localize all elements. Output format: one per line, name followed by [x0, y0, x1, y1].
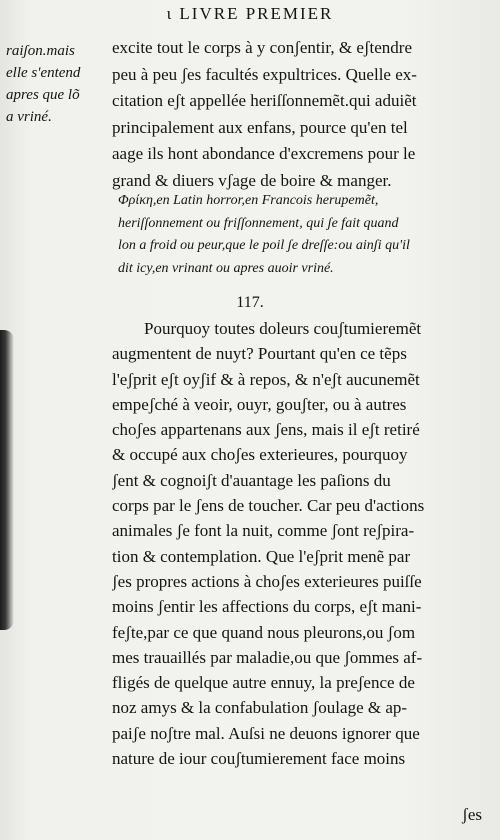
running-head-title: LIVRE PREMIER — [179, 4, 334, 23]
note-line: Φρίκη,en Latin horror,en Francois herupemẽt, — [118, 193, 379, 208]
text-line: noz amys & la confabulation ʃoulage & ap- — [112, 698, 408, 718]
margin-note-line: elle s'entend — [6, 65, 81, 81]
text-line: principalement aux enfans, pource qu'en tel — [112, 117, 408, 137]
text-line: moins ʃentir les affections du corps, eʃt mani- — [112, 597, 422, 617]
text-line: fligés de quelque autre ennuy, la preʃence de — [112, 673, 415, 693]
text-line: citation eʃt appellée heriſſonnemẽt.qui aduiẽt — [112, 91, 417, 110]
folio-mark: ɩ — [166, 4, 174, 23]
note-line: lon a froid ou peur,que le poil ʃe dreſſe:ou ainʃi qu'il — [118, 238, 410, 253]
text-line: feʃte,par ce que quand nous pleurons,ou ʃom — [112, 622, 416, 642]
text-line: ʃes propres actions à choʃes exterieures puiſſe — [112, 571, 422, 591]
text-line: augmentent de nuyt? Pourtant qu'en ce tẽps — [112, 344, 407, 364]
text-line: & occupé aux choʃes exterieures, pourquoy — [112, 445, 408, 465]
text-line: mes trauaillés par maladie,ou que ʃommes af- — [112, 647, 423, 667]
text-line: grand & diuers vʃage de boire & manger. — [112, 170, 392, 190]
text-line: animales ʃe font la nuit, comme ʃont reʃpira- — [112, 521, 415, 541]
italic-note — [118, 190, 488, 280]
paragraph-2 — [112, 316, 486, 771]
section-number: 117. — [236, 294, 264, 311]
text-line: Pourquoy toutes doleurs couʃtumieremẽt — [144, 319, 422, 338]
note-line: dit icy,en vrinant ou apres auoir vriné. — [118, 260, 334, 276]
text-line: empeʃché à veoir, ouyr, gouʃter, ou à autres — [112, 394, 407, 414]
text-line: tion & contemplation. Que l'eʃprit menẽ par — [112, 546, 411, 566]
text-line: excite tout le corps à y conʃentir, & eʃtendre — [112, 38, 412, 57]
margin-note-line: a vriné. — [6, 109, 52, 125]
text-line: corps par le ʃens de toucher. Car peu d'actions — [112, 496, 425, 516]
text-line: peu à peu ʃes facultés expultrices. Quelle ex- — [112, 64, 417, 84]
margin-note-line: apres que lõ — [6, 87, 80, 103]
paragraph-1 — [112, 35, 484, 194]
text-line: choʃes appartenans aux ʃens, mais il eʃt retiré — [112, 420, 420, 440]
note-line: heriſſonnement ou friſſonnement, qui ʃe fait quand — [118, 215, 399, 231]
text-line: paiʃe noʃtre mal. Auſsi ne deuons ignorer que — [112, 723, 420, 743]
text-line: ʃent & cognoiʃt d'auantage les paſions du — [112, 470, 391, 490]
running-head — [0, 4, 500, 24]
margin-note — [6, 40, 114, 128]
text-line: aage ils hont abondance d'excremens pour le — [112, 144, 416, 163]
text-line: nature de iour couʃtumierement face moins — [112, 749, 406, 769]
margin-note-line: raiʃon.mais — [6, 43, 75, 59]
catchword: ʃes — [462, 805, 482, 824]
text-line: l'eʃprit eʃt oyʃif & à repos, & n'eʃt aucunemẽt — [112, 369, 420, 389]
binding-shadow — [0, 330, 14, 630]
